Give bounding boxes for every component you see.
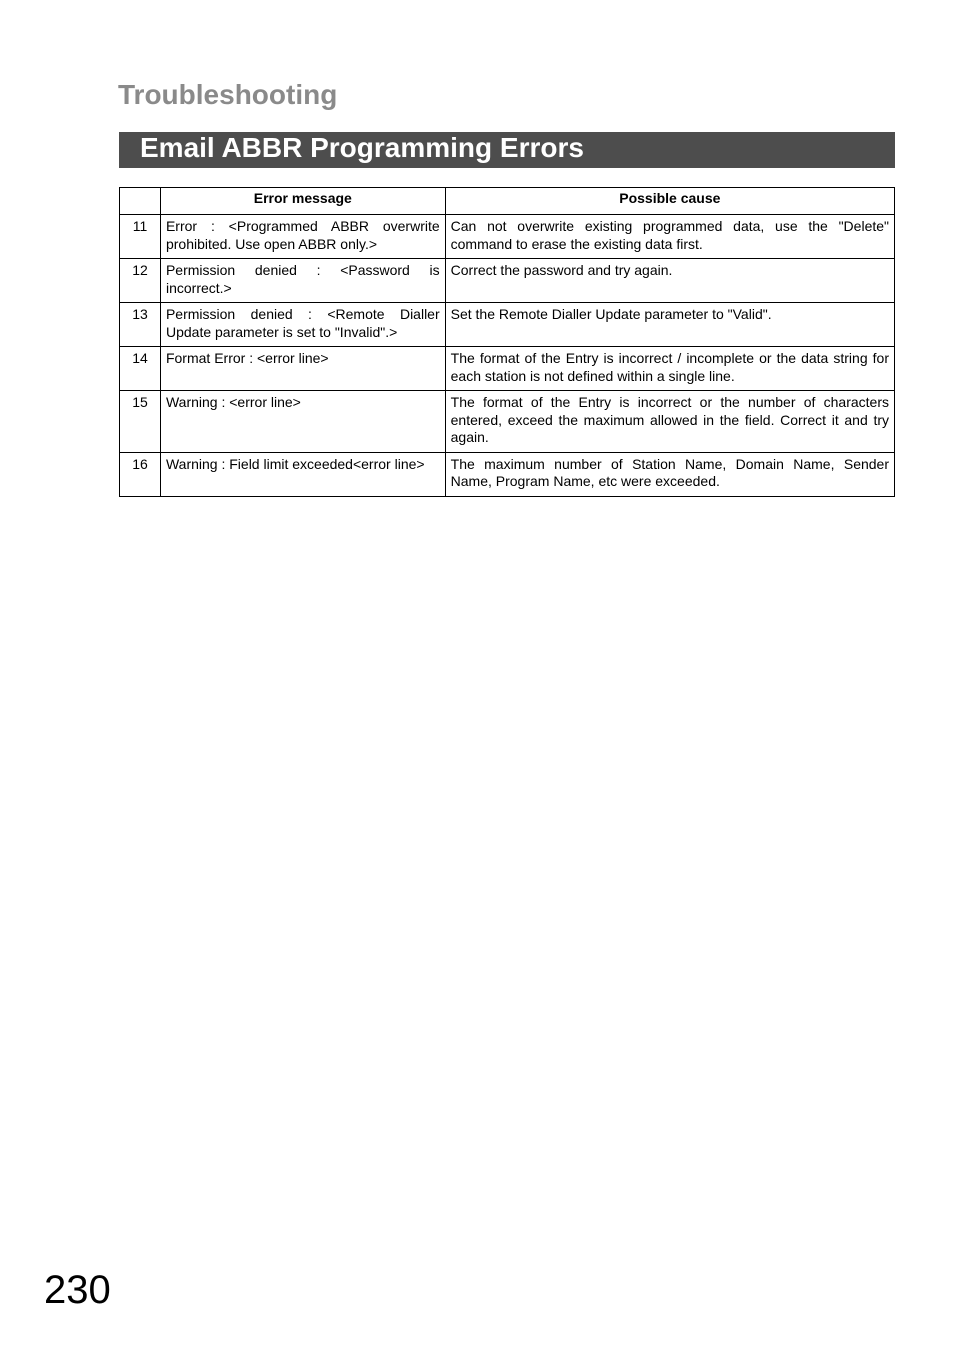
possible-cause: Set the Remote Dialler Update parameter to "Valid". <box>445 303 894 347</box>
table-row <box>120 391 895 453</box>
table-row <box>120 259 895 303</box>
column-header-possible-cause: Possible cause <box>445 188 894 215</box>
page-title: Email ABBR Programming Errors <box>140 132 584 163</box>
table-row <box>120 347 895 391</box>
page-title-bar <box>119 132 895 168</box>
row-number: 12 <box>120 259 161 303</box>
error-message: Permission denied : <Remote Dialler Update parameter is set to "Invalid".> <box>160 303 445 347</box>
row-number: 15 <box>120 391 161 453</box>
table-header-row <box>120 188 895 215</box>
column-header-error-message: Error message <box>160 188 445 215</box>
error-message: Warning : <error line> <box>160 391 445 453</box>
error-table <box>119 187 895 497</box>
row-number: 11 <box>120 215 161 259</box>
row-number: 16 <box>120 452 161 496</box>
section-heading: Troubleshooting <box>118 79 338 110</box>
row-number: 13 <box>120 303 161 347</box>
possible-cause: The format of the Entry is incorrect or the number of characters entered, exceed the maximum allowed in the field. Correct it and try again. <box>445 391 894 453</box>
error-message: Error : <Programmed ABBR overwrite prohibited. Use open ABBR only.> <box>160 215 445 259</box>
error-message: Warning : Field limit exceeded<error line> <box>160 452 445 496</box>
error-message: Format Error : <error line> <box>160 347 445 391</box>
possible-cause: Correct the password and try again. <box>445 259 894 303</box>
possible-cause: The format of the Entry is incorrect / incomplete or the data string for each station is not defined within a single line. <box>445 347 894 391</box>
possible-cause: Can not overwrite existing programmed data, use the "Delete" command to erase the existing data first. <box>445 215 894 259</box>
possible-cause: The maximum number of Station Name, Domain Name, Sender Name, Program Name, etc were exceeded. <box>445 452 894 496</box>
error-message: Permission denied : <Password is incorrect.> <box>160 259 445 303</box>
row-number: 14 <box>120 347 161 391</box>
table-row <box>120 215 895 259</box>
table-row <box>120 452 895 496</box>
column-header-number <box>120 188 161 215</box>
page-number: 230 <box>44 1268 111 1312</box>
table-row <box>120 303 895 347</box>
